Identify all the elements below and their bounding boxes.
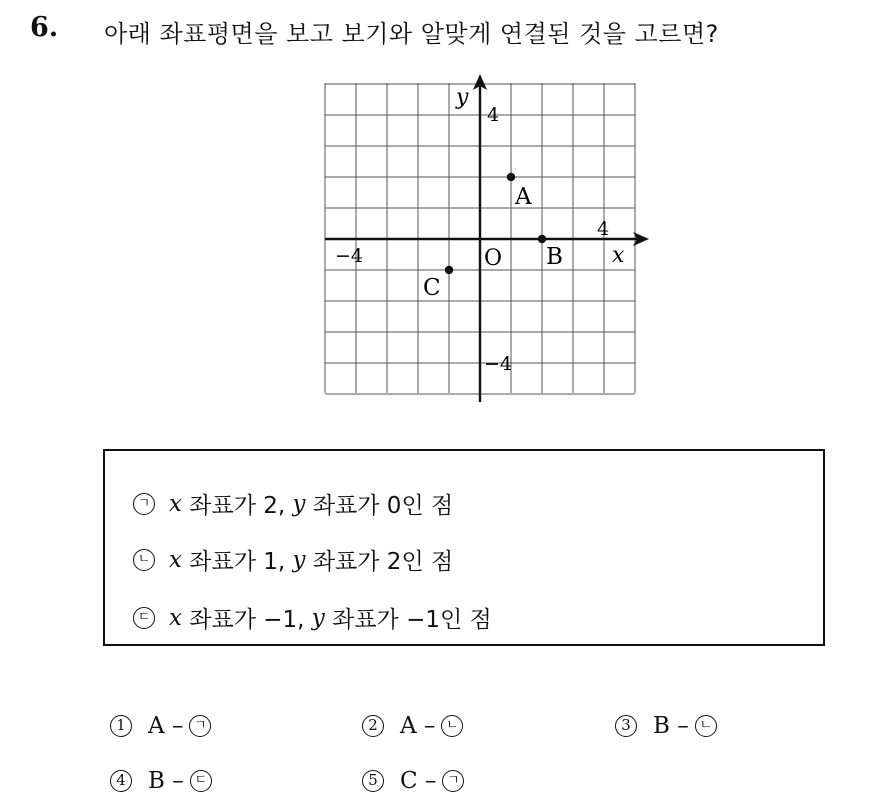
choice-mark: ㄱ <box>442 770 464 792</box>
answer-choice-1[interactable] <box>110 713 211 739</box>
choice-mark: ㄴ <box>441 715 463 737</box>
bogi-text-mid: 좌표가 1, <box>181 549 293 575</box>
bogi-mark: ㄷ <box>133 607 155 629</box>
choice-number: 1 <box>110 715 132 737</box>
tick-label-x-min: −4 <box>335 245 364 267</box>
bogi-text-mid: 좌표가 2, <box>181 493 293 519</box>
question-text: 아래 좌표평면을 보고 보기와 알맞게 연결된 것을 고르면? <box>104 20 719 48</box>
tick-label-x-max: 4 <box>597 218 610 240</box>
choice-mark: ㄱ <box>189 715 211 737</box>
y-axis-label: y <box>456 85 469 110</box>
choice-point: B – <box>148 768 184 794</box>
bogi-item <box>133 487 453 520</box>
point-label-b: B <box>546 244 563 270</box>
point-c <box>445 266 453 274</box>
bogi-mark: ㄱ <box>133 493 155 515</box>
var-x: x <box>169 490 182 517</box>
answer-choice-3[interactable] <box>615 713 717 739</box>
choice-number: 2 <box>362 715 384 737</box>
var-x: x <box>169 604 182 631</box>
bogi-text-end: 좌표가 0인 점 <box>305 493 454 519</box>
question-number: 6. <box>30 12 59 43</box>
choice-number: 5 <box>362 770 384 792</box>
point-a <box>507 173 515 181</box>
choice-mark: ㄷ <box>190 770 212 792</box>
bogi-item <box>133 543 453 576</box>
answer-choice-4[interactable] <box>110 768 212 794</box>
bogi-item <box>133 601 492 634</box>
choice-point: B – <box>653 713 689 739</box>
answer-choice-2[interactable] <box>362 713 463 739</box>
bogi-mark: ㄴ <box>133 549 155 571</box>
var-y: y <box>292 546 306 573</box>
choice-number: 4 <box>110 770 132 792</box>
bogi-text-end: 좌표가 −1인 점 <box>324 607 492 633</box>
choice-point: C – <box>400 768 437 794</box>
bogi-box <box>103 449 825 646</box>
var-x: x <box>169 546 182 573</box>
choice-point: A – <box>148 713 184 739</box>
x-axis-label: x <box>612 243 625 268</box>
bogi-text-end: 좌표가 2인 점 <box>305 549 454 575</box>
point-label-a: A <box>515 184 532 210</box>
var-y: y <box>292 490 306 517</box>
point-label-c: C <box>423 275 441 301</box>
coordinate-plane <box>312 72 652 402</box>
tick-label-y-min: −4 <box>484 353 513 375</box>
choice-point: A – <box>400 713 436 739</box>
choice-number: 3 <box>615 715 637 737</box>
bogi-text-mid: 좌표가 −1, <box>181 607 312 633</box>
answer-choice-5[interactable] <box>362 768 464 794</box>
choice-mark: ㄴ <box>695 715 717 737</box>
var-y: y <box>311 604 325 631</box>
origin-label: O <box>484 246 503 271</box>
point-b <box>538 235 546 243</box>
tick-label-y-max: 4 <box>487 104 500 126</box>
